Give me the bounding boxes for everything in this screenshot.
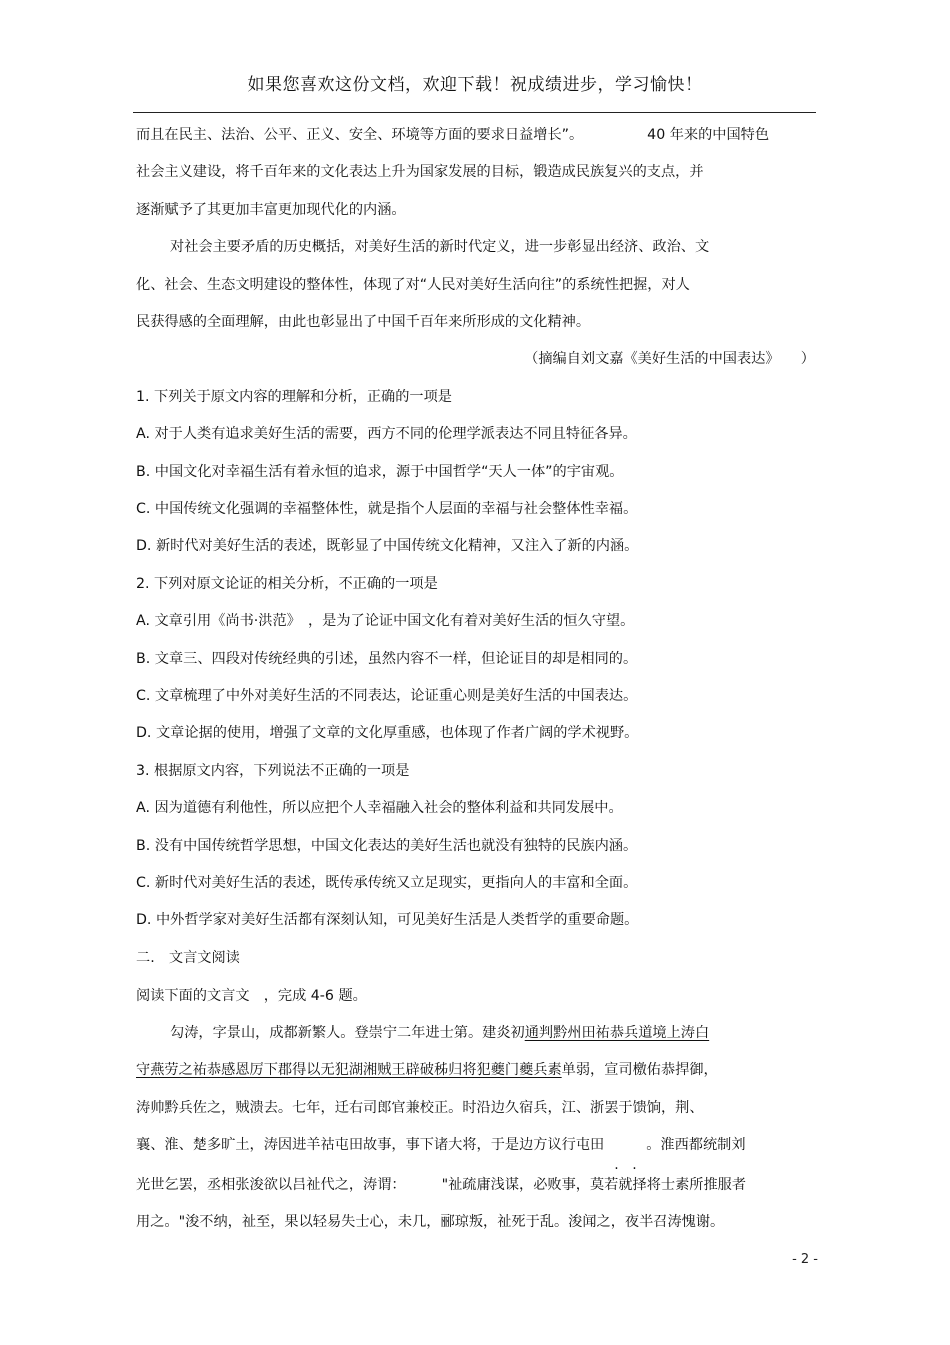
header-divider [133,112,816,113]
emphasis-dot: . [632,1157,637,1173]
section-heading: 二. 文言文阅读 [136,950,240,966]
question-stem: 3. 根据原文内容，下列说法不正确的一项是 [136,763,410,779]
passage-line: 化、社会、生态文明建设的整体性，体现了对“人民对美好生活向往”的系统性把握，对人 [136,277,690,293]
emphasis-dot: . [614,1157,619,1173]
page-number: - 2 - [792,1252,818,1267]
question-option: B. 没有中国传统哲学思想，中国文化表达的美好生活也就没有独特的民族内涵。 [136,838,638,854]
classical-text-line: 涛帅黔兵佐之，贼溃去。七年，迁右司郎官兼校正。时沿边久宿兵，江、浙罢于馈饷，荆、 [136,1100,704,1116]
passage-text: 而且在民主、法治、公平、正义、安全、环境等方面的要求日益增长”。 [136,127,584,143]
passage-line: 民获得感的全面理解，由此也彰显出了中国千百年来所形成的文化精神。 [136,314,591,330]
passage-line [136,125,769,145]
question-stem: 2. 下列对原文论证的相关分析，不正确的一项是 [136,576,438,592]
classical-text: 单弱，宣司檄佑恭捍御， [561,1062,718,1078]
passage-text: 40 年来的中国特色 [647,127,770,143]
passage-line: 逐渐赋予了其更加丰富更加现代化的内涵。 [136,202,406,218]
classical-text: 。淮西都统制刘 [646,1137,746,1153]
classical-text-line [136,1175,746,1195]
section-instruction: 阅读下面的文言文 ，完成 4-6 题。 [136,988,367,1004]
question-option: D. 中外哲学家对美好生活都有深刻认知，可见美好生活是人类哲学的重要命题。 [136,912,639,928]
underlined-text: 通判黔州田祐恭兵道境上涛白 [524,1025,710,1041]
question-option: C. 中国传统文化强调的幸福整体性，就是指个人层面的幸福与社会整体性幸福。 [136,501,638,517]
passage-source: （摘编自刘文嘉《美好生活的中国表达》 ） [524,351,815,367]
classical-text-line [136,1135,746,1173]
question-option: D. 文章论据的使用，增强了文章的文化厚重感，也体现了作者广阔的学术视野。 [136,725,639,741]
question-option: C. 新时代对美好生活的表述，既传承传统又立足现实，更指向人的丰富和全面。 [136,875,638,891]
underlined-text: 守燕劳之祐恭感恩厉下郡得以无犯湖湘贼王辟破秭归将犯夔门夔兵素 [136,1062,562,1078]
question-stem: 1. 下列关于原文内容的理解和分析，正确的一项是 [136,389,452,405]
download-banner: 如果您喜欢这份文档，欢迎下载！祝成绩进步，学习愉快！ [247,75,703,95]
question-option: A. 因为道德有利他性，所以应把个人幸福融入社会的整体利益和共同发展中。 [136,800,623,816]
passage-line: 对社会主要矛盾的历史概括，对美好生活的新时代定义，进一步彰显出经济、政治、文 [170,239,710,255]
classical-text: 勾涛，字景山，成都新繁人。登崇宁二年进士第。建炎初 [170,1025,525,1041]
classical-text-line [136,1060,718,1080]
question-option: A. 文章引用《尚书·洪范》 ，是为了论证中国文化有着对美好生活的恒久守望。 [136,613,635,629]
question-option: B. 中国文化对幸福生活有着永恒的追求，源于中国哲学“天人一体”的宇宙观。 [136,464,624,480]
classical-text: 光世乞罢，丞相张浚欲以吕祉代之，涛谓： [136,1177,406,1193]
question-option: C. 文章梳理了中外对美好生活的不同表达，论证重心则是美好生活的中国表达。 [136,688,638,704]
question-option: B. 文章三、四段对传统经典的引述，虽然内容不一样，但论证目的却是相同的。 [136,651,638,667]
classical-text: 襄、淮、楚多旷土，涛因进羊祜屯田故事，事下诸大将，于是边方议行屯田 [136,1137,605,1153]
classical-text-line [170,1023,771,1043]
question-option: D. 新时代对美好生活的表述，既彰显了中国传统文化精神，又注入了新的内涵。 [136,538,639,554]
question-option: A. 对于人类有追求美好生活的需要，西方不同的伦理学派表达不同且特征各异。 [136,426,637,442]
passage-line: 社会主义建设，将千百年来的文化表达上升为国家发展的目标，锻造成民族复兴的支点，并 [136,164,704,180]
classical-text-line: 用之。"浚不纳，祉至，果以轻易失士心，未几，郦琼叛，祉死于乱。浚闻之，夜半召涛愧谢。 [136,1214,725,1230]
underline-blank [709,1023,771,1043]
classical-text: "祉疏庸浅谋，必败事，莫若就择将士素所推服者 [441,1177,747,1193]
